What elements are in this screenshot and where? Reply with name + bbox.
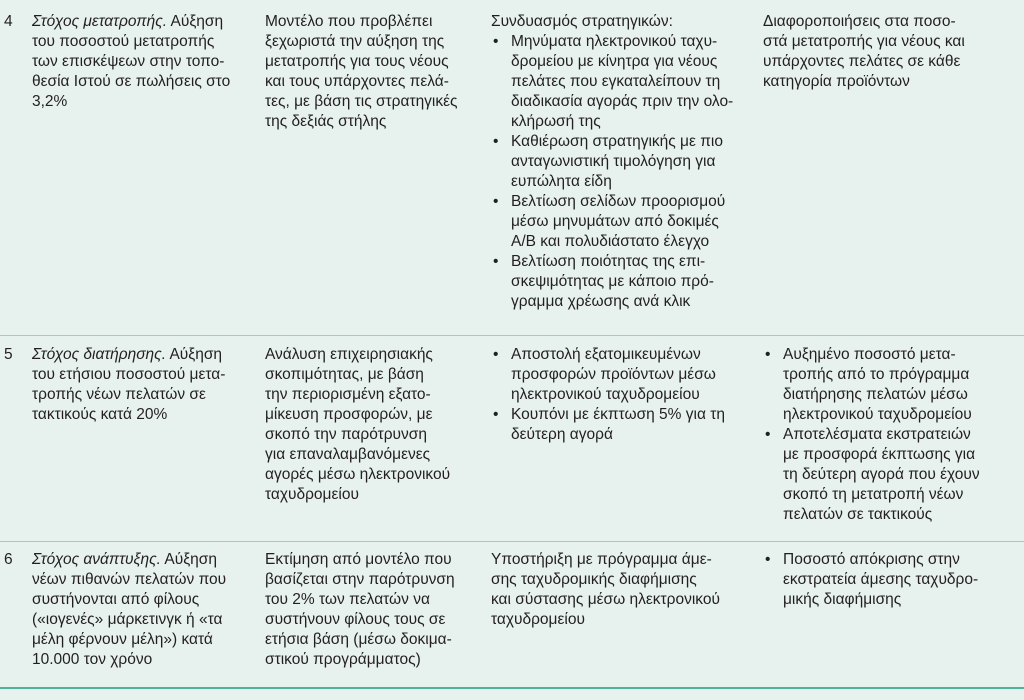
- bullet-icon: •: [765, 346, 771, 363]
- model-text: στικού προγράμματος): [265, 651, 421, 668]
- goal-text: μέλη φέρνουν μέλη») κατά: [32, 631, 213, 648]
- model-text: Ανάλυση επιχειρησιακής: [265, 346, 433, 363]
- list-item-text: δρομείου με κίνητρα για νέους: [511, 53, 718, 70]
- goal-text: νέων πιθανών πελατών που: [32, 571, 227, 588]
- measure-list: [763, 345, 1018, 525]
- list-item-text: Α/Β και πολυδιάστατο έλεγχο: [511, 233, 710, 250]
- model-text: τες, με βάση τις στρατηγικές: [265, 93, 458, 110]
- list-item: [763, 550, 1018, 610]
- goal-text: Αύξηση: [166, 346, 223, 363]
- goal-text: τροπής νέων πελατών σε: [32, 386, 206, 403]
- model-text: σκοπιμότητας, με βάση: [265, 366, 424, 383]
- row-divider: [0, 541, 1024, 542]
- model-cell: [265, 345, 487, 505]
- strategy-text: και σύστασης μέσω ηλεκτρονικού: [491, 591, 720, 608]
- list-item-text: δεύτερη αγορά: [511, 426, 613, 443]
- goal-text: («ιογενές» μάρκετινγκ ή «τα: [32, 611, 223, 628]
- goal-text: Αύξηση: [167, 13, 224, 30]
- list-item-text: γραμμα χρέωσης ανά κλικ: [511, 293, 691, 310]
- strategy-text: ταχυδρομείου: [491, 611, 585, 628]
- list-item-text: Βελτίωση σελίδων προορισμού: [511, 193, 726, 210]
- row-divider: [0, 335, 1024, 336]
- list-item-text: σκεψιμότητας με κάποιο πρό-: [511, 273, 714, 290]
- list-item-text: Μηνύματα ηλεκτρονικού ταχυ-: [511, 33, 718, 50]
- list-item-text: Βελτίωση ποιότητας της επι-: [511, 253, 706, 270]
- goal-label: Στόχος μετατροπής.: [32, 13, 168, 30]
- model-text: για επαναλαμβανόμενες: [265, 446, 431, 463]
- strategy-cell: [491, 550, 751, 630]
- bullet-icon: •: [493, 253, 499, 270]
- list-item-text: ηλεκτρονικού ταχυδρομείου: [511, 386, 700, 403]
- list-item-text: ηλεκτρονικού ταχυδρομείου: [783, 406, 972, 423]
- list-item-text: διατήρησης πελατών μέσω: [783, 386, 968, 403]
- model-text: σκοπό την παρότρυνση: [265, 426, 427, 443]
- goal-text: συστήνονται από φίλους: [32, 591, 200, 608]
- strategy-list: [491, 32, 751, 312]
- goal-cell: [32, 550, 254, 670]
- list-item: [763, 425, 1018, 525]
- table-bottom-rule: [0, 687, 1024, 689]
- strategy-intro: Συνδυασμός στρατηγικών:: [491, 13, 673, 30]
- model-text: Εκτίμηση από μοντέλο που: [265, 551, 452, 568]
- list-item-text: τη δεύτερη αγορά που έχουν: [783, 466, 980, 483]
- model-text: ταχυδρομείου: [265, 486, 359, 503]
- measure-text: Διαφοροποιήσεις στα ποσο-: [763, 13, 956, 30]
- list-item-text: τροπής από το πρόγραμμα: [783, 366, 970, 383]
- row-number: 4: [4, 13, 13, 30]
- model-text: αγορές μέσω ηλεκτρονικού: [265, 466, 451, 483]
- model-cell: [265, 12, 487, 132]
- goal-text: του ποσοστού μετατροπής: [32, 33, 215, 50]
- model-text: Μοντέλο που προβλέπει: [265, 13, 433, 30]
- model-text: της δεξιάς στήλης: [265, 113, 387, 130]
- strategy-text: σης ταχυδρομικής διαφήμισης: [491, 571, 697, 588]
- goal-text: 10.000 τον χρόνο: [32, 651, 153, 668]
- list-item: [491, 252, 751, 312]
- list-item-text: Κουπόνι με έκπτωση 5% για τη: [511, 406, 725, 423]
- list-item: [491, 132, 751, 192]
- goal-text: του ετήσιου ποσοστού μετα-: [32, 366, 226, 383]
- strategy-list: [491, 345, 751, 445]
- model-text: ετήσια βάση (μέσω δοκιμα-: [265, 631, 452, 648]
- measure-text: στά μετατροπής για νέους και: [763, 33, 965, 50]
- list-item-text: ευπώλητα είδη: [511, 173, 612, 190]
- model-text: του 2% των πελατών να: [265, 591, 430, 608]
- bullet-icon: •: [493, 193, 499, 210]
- bullet-icon: •: [493, 33, 499, 50]
- strategy-cell: [491, 12, 751, 312]
- list-item-text: διαδικασία αγοράς πριν την ολο-: [511, 93, 734, 110]
- list-item: [491, 32, 751, 132]
- strategy-cell: [491, 345, 751, 445]
- model-text: και τους υπάρχοντες πελά-: [265, 73, 449, 90]
- bullet-icon: •: [765, 551, 771, 568]
- goal-text: 3,2%: [32, 93, 68, 110]
- list-item-text: σκοπό τη μετατροπή νέων: [783, 486, 964, 503]
- measure-text: υπάρχοντες πελάτες σε κάθε: [763, 53, 961, 70]
- bullet-icon: •: [493, 406, 499, 423]
- model-text: βασίζεται στην παρότρυνση: [265, 571, 455, 588]
- list-item: [491, 405, 751, 445]
- list-item-text: Καθιέρωση στρατηγικής με πιο: [511, 133, 723, 150]
- strategy-text: Υποστήριξη με πρόγραμμα άμε-: [491, 551, 712, 568]
- list-item-text: μέσω μηνυμάτων από δοκιμές: [511, 213, 719, 230]
- goal-cell: [32, 12, 254, 112]
- list-item-text: Αυξημένο ποσοστό μετα-: [783, 346, 956, 363]
- bullet-icon: •: [493, 346, 499, 363]
- list-item-text: Ποσοστό απόκρισης στην: [783, 551, 960, 568]
- bullet-icon: •: [493, 133, 499, 150]
- model-text: ξεχωριστά την αύξηση της: [265, 33, 445, 50]
- goal-text: Αύξηση: [160, 551, 217, 568]
- list-item-text: προσφορών προϊόντων μέσω: [511, 366, 716, 383]
- list-item-text: με προσφορά έκπτωσης για: [783, 446, 976, 463]
- list-item: [491, 192, 751, 252]
- list-item-text: κλήρωσή της: [511, 113, 601, 130]
- measure-text: κατηγορία προϊόντων: [763, 73, 910, 90]
- model-text: συστήνουν φίλους τους σε: [265, 611, 446, 628]
- goal-cell: [32, 345, 254, 425]
- model-text: μετατροπής για τους νέους: [265, 53, 449, 70]
- measure-cell: [763, 550, 1018, 610]
- goal-text: των επισκέψεων στην τοπο-: [32, 53, 225, 70]
- model-text: την περιορισμένη εξατο-: [265, 386, 431, 403]
- goal-label: Στόχος διατήρησης.: [32, 346, 167, 363]
- row-number: 6: [4, 551, 13, 568]
- list-item-text: πελάτες που εγκαταλείπουν τη: [511, 73, 721, 90]
- goal-text: τακτικούς κατά 20%: [32, 406, 168, 423]
- list-item-text: ανταγωνιστική τιμολόγηση για: [511, 153, 716, 170]
- model-text: μίκευση προσφορών, με: [265, 406, 433, 423]
- list-item-text: Αποστολή εξατομικευμένων: [511, 346, 701, 363]
- model-cell: [265, 550, 487, 670]
- goal-text: θεσία Ιστού σε πωλήσεις στο: [32, 73, 231, 90]
- list-item-text: πελατών σε τακτικούς: [783, 506, 933, 523]
- bullet-icon: •: [765, 426, 771, 443]
- row-number: 5: [4, 346, 13, 363]
- measure-list: [763, 550, 1018, 610]
- measure-cell: [763, 345, 1018, 525]
- goal-label: Στόχος ανάπτυξης.: [32, 551, 161, 568]
- list-item: [491, 345, 751, 405]
- list-item: [763, 345, 1018, 425]
- list-item-text: Αποτελέσματα εκστρατειών: [783, 426, 971, 443]
- list-item-text: μικής διαφήμισης: [783, 591, 902, 608]
- measure-cell: [763, 12, 1018, 92]
- list-item-text: εκστρατεία άμεσης ταχυδρο-: [783, 571, 979, 588]
